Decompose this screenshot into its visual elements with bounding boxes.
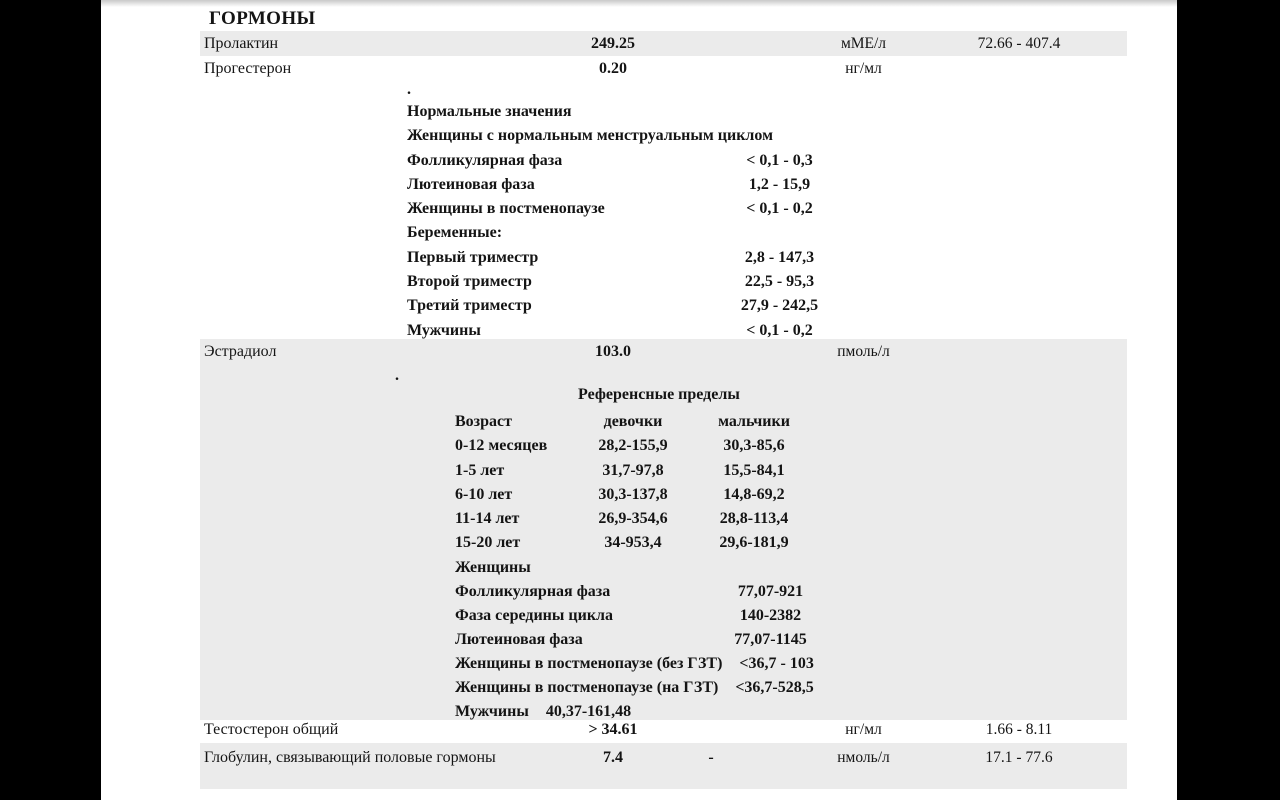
reference-line bbox=[455, 652, 1095, 676]
reference-value: 22,5 - 95,3 bbox=[744, 273, 815, 291]
cell-age: 6-10 лет bbox=[455, 485, 513, 503]
reference-label: Второй триместр bbox=[407, 273, 532, 291]
cell-girls: 30,3-137,8 bbox=[598, 485, 668, 503]
reference-value: < 0,1 - 0,2 bbox=[746, 200, 813, 218]
result-value: 249.25 bbox=[591, 35, 635, 52]
reference-label: Женщины в постменопаузе (на ГЗТ) bbox=[455, 679, 719, 696]
reference-value: 140-2382 bbox=[739, 607, 802, 624]
period-mark: . bbox=[407, 81, 411, 98]
letterbox-left bbox=[0, 0, 101, 800]
column-girls: девочки bbox=[603, 413, 663, 430]
result-unit: пмоль/л bbox=[837, 343, 890, 360]
result-value: 103.0 bbox=[595, 343, 631, 360]
reference-label: Фолликулярная фаза bbox=[455, 583, 611, 600]
reference-value: 77,07-921 bbox=[737, 583, 804, 600]
reference-label: Беременные: bbox=[407, 224, 503, 242]
reference-line bbox=[407, 294, 987, 318]
reference-label: Фаза середины цикла bbox=[455, 607, 614, 624]
cell-girls: 34-953,4 bbox=[604, 534, 662, 552]
column-boys: мальчики bbox=[718, 413, 790, 430]
cell-girls: 26,9-354,6 bbox=[598, 510, 668, 528]
age-table-body bbox=[455, 434, 819, 555]
result-range: 72.66 - 407.4 bbox=[977, 35, 1061, 52]
result-row-prolactin bbox=[200, 31, 1127, 56]
table-row bbox=[455, 459, 819, 483]
reference-label: Мужчины bbox=[407, 321, 481, 339]
table-header-row bbox=[455, 410, 819, 434]
result-range: 1.66 - 8.11 bbox=[985, 721, 1053, 738]
section-title: ГОРМОНЫ bbox=[209, 8, 316, 29]
cell-girls: 28,2-155,9 bbox=[598, 437, 668, 455]
result-row-shbg bbox=[200, 743, 1127, 789]
reference-label: Мужчины bbox=[455, 703, 529, 720]
period-mark: . bbox=[395, 367, 399, 384]
reference-line bbox=[455, 604, 1095, 628]
result-unit: нмоль/л bbox=[837, 749, 890, 766]
result-value: 7.4 bbox=[603, 749, 623, 766]
reference-label: Лютеиновая фаза bbox=[407, 175, 535, 193]
progesterone-reference-block bbox=[407, 100, 987, 343]
reference-line bbox=[455, 628, 1095, 652]
cell-age: 15-20 лет bbox=[455, 534, 521, 552]
reference-value: <36,7-528,5 bbox=[735, 679, 814, 696]
deviation-flag: - bbox=[708, 749, 714, 766]
result-row-progesterone bbox=[200, 56, 1127, 82]
table-row bbox=[455, 531, 819, 555]
reference-value: 27,9 - 242,5 bbox=[740, 297, 819, 315]
reference-line bbox=[455, 580, 1095, 604]
analyte-name: Прогестерон bbox=[204, 60, 292, 77]
cell-boys: 30,3-85,6 bbox=[723, 437, 785, 455]
reference-line bbox=[407, 221, 987, 245]
reference-label: Женщины bbox=[455, 559, 531, 576]
reference-label: Женщины в постменопаузе (без ГЗТ) bbox=[455, 655, 723, 672]
reference-value: 40,37-161,48 bbox=[545, 703, 632, 720]
cell-boys: 28,8-113,4 bbox=[719, 510, 789, 528]
cell-boys: 29,6-181,9 bbox=[719, 534, 789, 552]
reference-label: Женщины с нормальным менструальным циклом bbox=[407, 127, 773, 145]
result-value: > 34.61 bbox=[588, 721, 638, 738]
table-row bbox=[455, 483, 819, 507]
reference-line bbox=[407, 100, 987, 124]
reference-label: Третий триместр bbox=[407, 297, 532, 315]
result-unit: нг/мл bbox=[845, 721, 882, 738]
analyte-name: Пролактин bbox=[204, 35, 279, 52]
analyte-name: Тестостерон общий bbox=[204, 721, 339, 738]
reference-label: Нормальные значения bbox=[407, 103, 572, 120]
page-top-shadow bbox=[101, 0, 1177, 7]
result-unit: нг/мл bbox=[845, 60, 882, 77]
reference-value: 77,07-1145 bbox=[734, 631, 807, 648]
result-value: 0.20 bbox=[599, 60, 627, 77]
reference-value: < 0,1 - 0,2 bbox=[746, 321, 813, 339]
reference-value: < 0,1 - 0,3 bbox=[746, 151, 813, 169]
letterbox-right bbox=[1177, 0, 1280, 800]
estradiol-group-block bbox=[455, 556, 1095, 724]
reference-line bbox=[407, 197, 987, 221]
document-page bbox=[101, 0, 1177, 800]
estradiol-age-table bbox=[455, 410, 819, 556]
result-row-testosterone bbox=[200, 717, 1127, 743]
reference-line bbox=[455, 556, 1095, 580]
column-age: Возраст bbox=[455, 413, 512, 430]
reference-line bbox=[407, 124, 987, 148]
reference-line bbox=[407, 149, 987, 173]
table-row bbox=[455, 434, 819, 458]
reference-label: Первый триместр bbox=[407, 248, 539, 266]
cell-boys: 14,8-69,2 bbox=[723, 485, 785, 503]
reference-value: 1,2 - 15,9 bbox=[748, 175, 811, 193]
reference-line bbox=[407, 173, 987, 197]
reference-label: Фолликулярная фаза bbox=[407, 151, 563, 169]
reference-label: Лютеиновая фаза bbox=[455, 631, 583, 648]
result-row-estradiol bbox=[200, 339, 1127, 364]
cell-age: 0-12 месяцев bbox=[455, 437, 548, 455]
analyte-name: Эстрадиол bbox=[204, 343, 277, 360]
cell-girls: 31,7-97,8 bbox=[602, 461, 664, 479]
reference-line bbox=[407, 270, 987, 294]
reference-line bbox=[455, 676, 1095, 700]
analyte-name: Глобулин, связывающий половые гормоны bbox=[204, 749, 496, 766]
table-row bbox=[455, 507, 819, 531]
reference-line bbox=[407, 246, 987, 270]
reference-limits-title: Референсные пределы bbox=[578, 386, 740, 403]
reference-value: <36,7 - 103 bbox=[739, 655, 814, 672]
result-unit: мМЕ/л bbox=[840, 35, 887, 52]
cell-boys: 15,5-84,1 bbox=[723, 461, 785, 479]
reference-value: 2,8 - 147,3 bbox=[744, 248, 815, 266]
cell-age: 1-5 лет bbox=[455, 461, 505, 479]
cell-age: 11-14 лет bbox=[455, 510, 520, 528]
reference-label: Женщины в постменопаузе bbox=[407, 200, 605, 218]
result-range: 17.1 - 77.6 bbox=[985, 749, 1053, 766]
